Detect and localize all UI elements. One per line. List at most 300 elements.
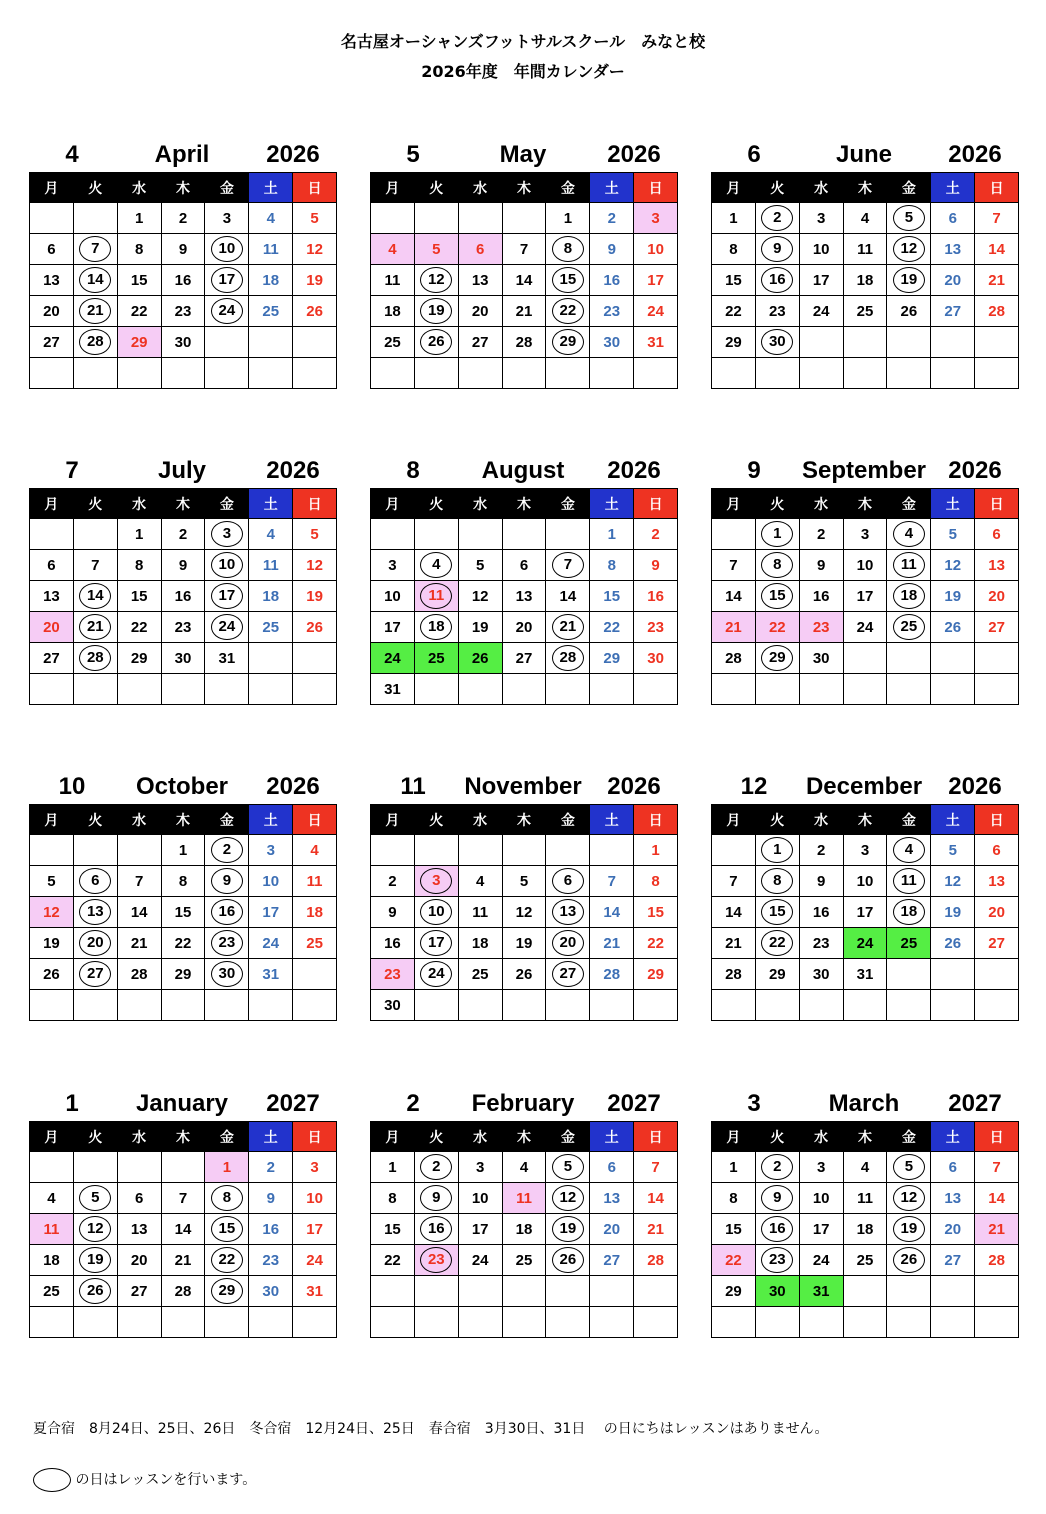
week-row <box>371 612 678 643</box>
empty-cell <box>712 674 756 705</box>
day-cell: 14 <box>634 1183 678 1214</box>
week-row <box>371 1214 678 1245</box>
week-row <box>371 550 678 581</box>
day-cell: 30 <box>799 643 843 674</box>
week-row <box>371 959 678 990</box>
lesson-circle-icon: 7 <box>79 236 111 262</box>
empty-cell <box>755 358 799 389</box>
week-row <box>30 959 337 990</box>
lesson-circle-icon: 26 <box>420 329 452 355</box>
day-cell: 10 <box>458 1183 502 1214</box>
day-cell: 6 <box>975 519 1019 550</box>
week-row <box>712 265 1019 296</box>
day-cell: 1 <box>590 519 634 550</box>
day-cell: 10 <box>843 550 887 581</box>
day-cell: 15 <box>712 1214 756 1245</box>
empty-cell <box>30 990 74 1021</box>
week-row <box>30 358 337 389</box>
day-cell <box>73 643 117 674</box>
lesson-circle-icon: 18 <box>420 614 452 640</box>
day-cell: 8 <box>712 1183 756 1214</box>
week-row <box>30 581 337 612</box>
lesson-circle-icon: 19 <box>893 267 925 293</box>
day-cell: 13 <box>590 1183 634 1214</box>
lesson-circle-icon: 28 <box>79 645 111 671</box>
weekday-header: 火 <box>755 1122 799 1152</box>
oval-marker-icon <box>33 1468 71 1492</box>
day-cell: 16 <box>249 1214 293 1245</box>
day-cell: 18 <box>458 928 502 959</box>
weekday-header: 水 <box>458 1122 502 1152</box>
empty-cell <box>458 674 502 705</box>
empty-cell <box>755 674 799 705</box>
empty-cell <box>799 674 843 705</box>
weekday-header: 金 <box>546 173 590 203</box>
day-cell: 10 <box>843 866 887 897</box>
empty-cell <box>73 358 117 389</box>
day-cell: 1 <box>712 203 756 234</box>
month-year: 2027 <box>948 1090 1002 1117</box>
empty-cell <box>73 674 117 705</box>
day-cell: 9 <box>249 1183 293 1214</box>
day-cell: 18 <box>249 265 293 296</box>
lesson-circle-icon: 27 <box>552 961 584 987</box>
day-cell: 23 <box>755 296 799 327</box>
day-cell: 17 <box>843 897 887 928</box>
day-cell: 13 <box>931 1183 975 1214</box>
day-cell <box>546 897 590 928</box>
weekday-header: 火 <box>414 805 458 835</box>
day-cell: 20 <box>30 296 74 327</box>
weekday-header: 月 <box>30 1122 74 1152</box>
weekday-header: 金 <box>205 1122 249 1152</box>
week-row <box>30 550 337 581</box>
lesson-circle-icon: 16 <box>761 267 793 293</box>
lesson-circle-icon: 30 <box>761 329 793 355</box>
day-cell <box>73 897 117 928</box>
month-number: 10 <box>58 773 86 800</box>
month-name: November <box>464 773 582 800</box>
day-cell: 10 <box>249 866 293 897</box>
weekday-header: 金 <box>205 173 249 203</box>
week-row <box>712 643 1019 674</box>
lesson-circle-icon: 14 <box>79 267 111 293</box>
week-row <box>30 1152 337 1183</box>
day-cell: 14 <box>161 1214 205 1245</box>
week-row <box>30 203 337 234</box>
day-cell <box>205 612 249 643</box>
weekday-header: 火 <box>755 805 799 835</box>
month-table <box>29 488 337 705</box>
empty-cell <box>931 327 975 358</box>
week-row <box>371 928 678 959</box>
day-cell: 13 <box>502 581 546 612</box>
empty-cell <box>458 519 502 550</box>
empty-cell <box>799 327 843 358</box>
lesson-circle-icon: 1 <box>761 521 793 547</box>
day-cell: 24 <box>799 296 843 327</box>
empty-cell <box>887 674 931 705</box>
day-cell: 1 <box>117 519 161 550</box>
day-cell: 11 <box>249 550 293 581</box>
empty-cell <box>414 990 458 1021</box>
day-cell: 3 <box>371 550 415 581</box>
day-cell <box>546 928 590 959</box>
empty-cell <box>30 1152 74 1183</box>
day-cell <box>755 643 799 674</box>
day-cell: 27 <box>30 327 74 358</box>
day-cell: 17 <box>371 612 415 643</box>
day-cell <box>755 265 799 296</box>
day-cell: 23 <box>371 959 415 990</box>
month-november <box>370 771 678 1014</box>
empty-cell <box>414 835 458 866</box>
day-cell: 22 <box>117 296 161 327</box>
weekday-header: 水 <box>117 805 161 835</box>
empty-cell <box>634 1276 678 1307</box>
weekday-header: 土 <box>590 805 634 835</box>
empty-cell <box>931 1307 975 1338</box>
day-cell <box>205 1214 249 1245</box>
week-row <box>712 550 1019 581</box>
day-cell <box>755 1152 799 1183</box>
lesson-circle-icon: 9 <box>211 868 243 894</box>
week-row <box>371 358 678 389</box>
week-row <box>30 234 337 265</box>
day-cell: 22 <box>161 928 205 959</box>
day-cell: 28 <box>712 643 756 674</box>
day-cell: 7 <box>73 550 117 581</box>
month-august <box>370 455 678 698</box>
day-cell: 8 <box>371 1183 415 1214</box>
day-cell <box>414 897 458 928</box>
day-cell <box>887 234 931 265</box>
lesson-circle-icon: 12 <box>552 1185 584 1211</box>
day-cell <box>73 928 117 959</box>
month-year: 2026 <box>948 457 1002 484</box>
empty-cell <box>458 203 502 234</box>
day-cell: 29 <box>117 643 161 674</box>
day-cell: 6 <box>931 203 975 234</box>
day-cell: 14 <box>502 265 546 296</box>
day-cell: 13 <box>975 550 1019 581</box>
day-cell <box>205 296 249 327</box>
empty-cell <box>634 674 678 705</box>
day-cell: 31 <box>293 1276 337 1307</box>
lesson-circle-icon: 1 <box>761 837 793 863</box>
month-number: 4 <box>65 141 79 168</box>
day-cell: 11 <box>249 234 293 265</box>
day-cell: 12 <box>30 897 74 928</box>
weekday-header: 水 <box>117 489 161 519</box>
month-year: 2026 <box>266 457 320 484</box>
empty-cell <box>458 990 502 1021</box>
day-cell: 1 <box>712 1152 756 1183</box>
day-cell: 10 <box>293 1183 337 1214</box>
day-cell <box>755 1245 799 1276</box>
month-header <box>711 771 1019 801</box>
lesson-circle-icon: 5 <box>893 205 925 231</box>
empty-cell <box>590 990 634 1021</box>
lesson-circle-icon: 28 <box>552 645 584 671</box>
day-cell: 29 <box>712 327 756 358</box>
empty-cell <box>887 990 931 1021</box>
weekday-header: 金 <box>887 173 931 203</box>
day-cell: 6 <box>458 234 502 265</box>
month-number: 9 <box>747 457 761 484</box>
day-cell: 9 <box>799 866 843 897</box>
week-row <box>371 1183 678 1214</box>
weekday-header: 土 <box>931 173 975 203</box>
weekday-header: 月 <box>712 489 756 519</box>
day-cell: 25 <box>414 643 458 674</box>
week-row <box>30 990 337 1021</box>
empty-cell <box>205 358 249 389</box>
day-cell: 22 <box>634 928 678 959</box>
day-cell: 25 <box>843 1245 887 1276</box>
empty-cell <box>590 1307 634 1338</box>
day-cell: 9 <box>371 897 415 928</box>
week-row <box>371 327 678 358</box>
day-cell <box>755 550 799 581</box>
day-cell: 23 <box>249 1245 293 1276</box>
month-number: 5 <box>406 141 420 168</box>
lesson-circle-icon: 26 <box>79 1278 111 1304</box>
empty-cell <box>293 674 337 705</box>
day-cell: 16 <box>799 897 843 928</box>
day-cell: 12 <box>931 550 975 581</box>
day-cell <box>414 296 458 327</box>
month-year: 2026 <box>266 773 320 800</box>
empty-cell <box>30 1307 74 1338</box>
day-cell: 6 <box>30 234 74 265</box>
day-cell <box>414 928 458 959</box>
day-cell: 26 <box>931 612 975 643</box>
empty-cell <box>712 358 756 389</box>
day-cell: 28 <box>712 959 756 990</box>
lesson-circle-icon: 4 <box>893 521 925 547</box>
lesson-circle-icon: 26 <box>893 1247 925 1273</box>
weekday-header: 日 <box>975 173 1019 203</box>
day-cell: 21 <box>117 928 161 959</box>
empty-cell <box>249 990 293 1021</box>
weekday-header: 火 <box>755 489 799 519</box>
day-cell: 2 <box>799 835 843 866</box>
empty-cell <box>755 990 799 1021</box>
day-cell: 3 <box>293 1152 337 1183</box>
day-cell <box>414 866 458 897</box>
month-table <box>711 172 1019 389</box>
month-year: 2027 <box>607 1090 661 1117</box>
lesson-circle-icon: 14 <box>79 583 111 609</box>
empty-cell <box>590 1276 634 1307</box>
day-cell: 11 <box>843 234 887 265</box>
day-cell: 13 <box>30 581 74 612</box>
weekday-header: 月 <box>371 1122 415 1152</box>
weekday-header: 土 <box>931 1122 975 1152</box>
lesson-circle-icon: 5 <box>893 1154 925 1180</box>
week-row <box>30 1183 337 1214</box>
week-row <box>712 1152 1019 1183</box>
day-cell: 29 <box>712 1276 756 1307</box>
day-cell: 26 <box>293 296 337 327</box>
weekday-header: 土 <box>590 1122 634 1152</box>
month-header <box>29 1088 337 1118</box>
day-cell: 16 <box>371 928 415 959</box>
weekday-header: 火 <box>73 489 117 519</box>
month-table <box>711 1121 1019 1338</box>
empty-cell <box>293 990 337 1021</box>
week-row <box>371 296 678 327</box>
day-cell: 26 <box>458 643 502 674</box>
day-cell: 23 <box>590 296 634 327</box>
day-cell: 6 <box>590 1152 634 1183</box>
day-cell: 5 <box>458 550 502 581</box>
day-cell <box>887 835 931 866</box>
lesson-circle-icon: 6 <box>552 868 584 894</box>
day-cell: 27 <box>30 643 74 674</box>
lesson-circle-icon: 24 <box>211 298 243 324</box>
lesson-circle-icon: 16 <box>420 1216 452 1242</box>
day-cell: 16 <box>590 265 634 296</box>
day-cell <box>73 1214 117 1245</box>
lesson-circle-icon: 15 <box>761 899 793 925</box>
lesson-circle-icon: 13 <box>552 899 584 925</box>
weekday-header: 水 <box>117 1122 161 1152</box>
empty-cell <box>161 990 205 1021</box>
week-row <box>30 1307 337 1338</box>
day-cell: 28 <box>975 1245 1019 1276</box>
day-cell <box>205 1183 249 1214</box>
weekday-header: 木 <box>161 489 205 519</box>
day-cell <box>755 866 799 897</box>
day-cell <box>73 1276 117 1307</box>
weekday-header: 土 <box>590 173 634 203</box>
day-cell: 25 <box>293 928 337 959</box>
empty-cell <box>249 358 293 389</box>
empty-cell <box>205 1307 249 1338</box>
empty-cell <box>117 674 161 705</box>
day-cell: 15 <box>117 581 161 612</box>
week-row <box>712 674 1019 705</box>
empty-cell <box>546 674 590 705</box>
empty-cell <box>371 519 415 550</box>
weekday-header: 火 <box>73 173 117 203</box>
day-cell: 11 <box>30 1214 74 1245</box>
empty-cell <box>887 327 931 358</box>
day-cell: 13 <box>117 1214 161 1245</box>
day-cell: 28 <box>975 296 1019 327</box>
day-cell <box>205 581 249 612</box>
day-cell: 2 <box>249 1152 293 1183</box>
day-cell: 21 <box>975 1214 1019 1245</box>
day-cell: 24 <box>458 1245 502 1276</box>
day-cell: 27 <box>975 612 1019 643</box>
day-cell: 25 <box>502 1245 546 1276</box>
day-cell: 1 <box>205 1152 249 1183</box>
empty-cell <box>887 1307 931 1338</box>
week-row <box>712 296 1019 327</box>
empty-cell <box>117 1152 161 1183</box>
empty-cell <box>30 674 74 705</box>
week-row <box>712 959 1019 990</box>
empty-cell <box>502 203 546 234</box>
day-cell: 11 <box>293 866 337 897</box>
lesson-circle-icon: 19 <box>79 1247 111 1273</box>
day-cell <box>887 581 931 612</box>
lesson-circle-icon: 18 <box>893 899 925 925</box>
empty-cell <box>371 1276 415 1307</box>
day-cell: 26 <box>30 959 74 990</box>
week-row <box>371 897 678 928</box>
lesson-circle-icon: 12 <box>79 1216 111 1242</box>
lesson-circle-icon: 19 <box>420 298 452 324</box>
week-row <box>712 897 1019 928</box>
day-cell: 8 <box>117 234 161 265</box>
page-title: 名古屋オーシャンズフットサルスクール みなと校 <box>340 32 706 51</box>
lesson-circle-icon: 17 <box>420 930 452 956</box>
empty-cell <box>414 203 458 234</box>
day-cell: 22 <box>371 1245 415 1276</box>
weekday-header: 木 <box>843 805 887 835</box>
day-cell: 11 <box>502 1183 546 1214</box>
week-row <box>712 1307 1019 1338</box>
weekday-header: 月 <box>371 489 415 519</box>
lesson-circle-icon: 29 <box>761 645 793 671</box>
week-row <box>30 928 337 959</box>
month-table <box>29 1121 337 1338</box>
empty-cell <box>73 990 117 1021</box>
lesson-circle-icon: 5 <box>552 1154 584 1180</box>
day-cell: 30 <box>161 643 205 674</box>
day-cell: 4 <box>502 1152 546 1183</box>
weekday-header: 火 <box>73 1122 117 1152</box>
day-cell: 25 <box>887 928 931 959</box>
empty-cell <box>161 1307 205 1338</box>
day-cell: 24 <box>371 643 415 674</box>
weekday-header: 木 <box>843 1122 887 1152</box>
weekday-header: 水 <box>799 173 843 203</box>
day-cell: 25 <box>371 327 415 358</box>
day-cell <box>887 866 931 897</box>
weekday-header: 日 <box>975 489 1019 519</box>
day-cell: 2 <box>634 519 678 550</box>
empty-cell <box>458 1276 502 1307</box>
weekday-header: 木 <box>502 1122 546 1152</box>
day-cell: 25 <box>249 296 293 327</box>
day-cell <box>546 296 590 327</box>
day-cell: 31 <box>371 674 415 705</box>
empty-cell <box>293 327 337 358</box>
day-cell: 24 <box>634 296 678 327</box>
weekday-header: 火 <box>755 173 799 203</box>
month-year: 2026 <box>948 141 1002 168</box>
month-number: 1 <box>65 1090 79 1117</box>
weekday-header: 水 <box>458 805 502 835</box>
day-cell <box>414 1214 458 1245</box>
week-row <box>712 581 1019 612</box>
day-cell: 27 <box>502 643 546 674</box>
month-name: October <box>135 773 228 800</box>
empty-cell <box>371 835 415 866</box>
day-cell: 9 <box>590 234 634 265</box>
lesson-circle-icon: 28 <box>79 329 111 355</box>
lesson-circle-icon: 29 <box>552 329 584 355</box>
day-cell: 21 <box>161 1245 205 1276</box>
day-cell: 28 <box>161 1276 205 1307</box>
lesson-circle-icon: 11 <box>893 552 925 578</box>
weekday-header: 月 <box>30 805 74 835</box>
